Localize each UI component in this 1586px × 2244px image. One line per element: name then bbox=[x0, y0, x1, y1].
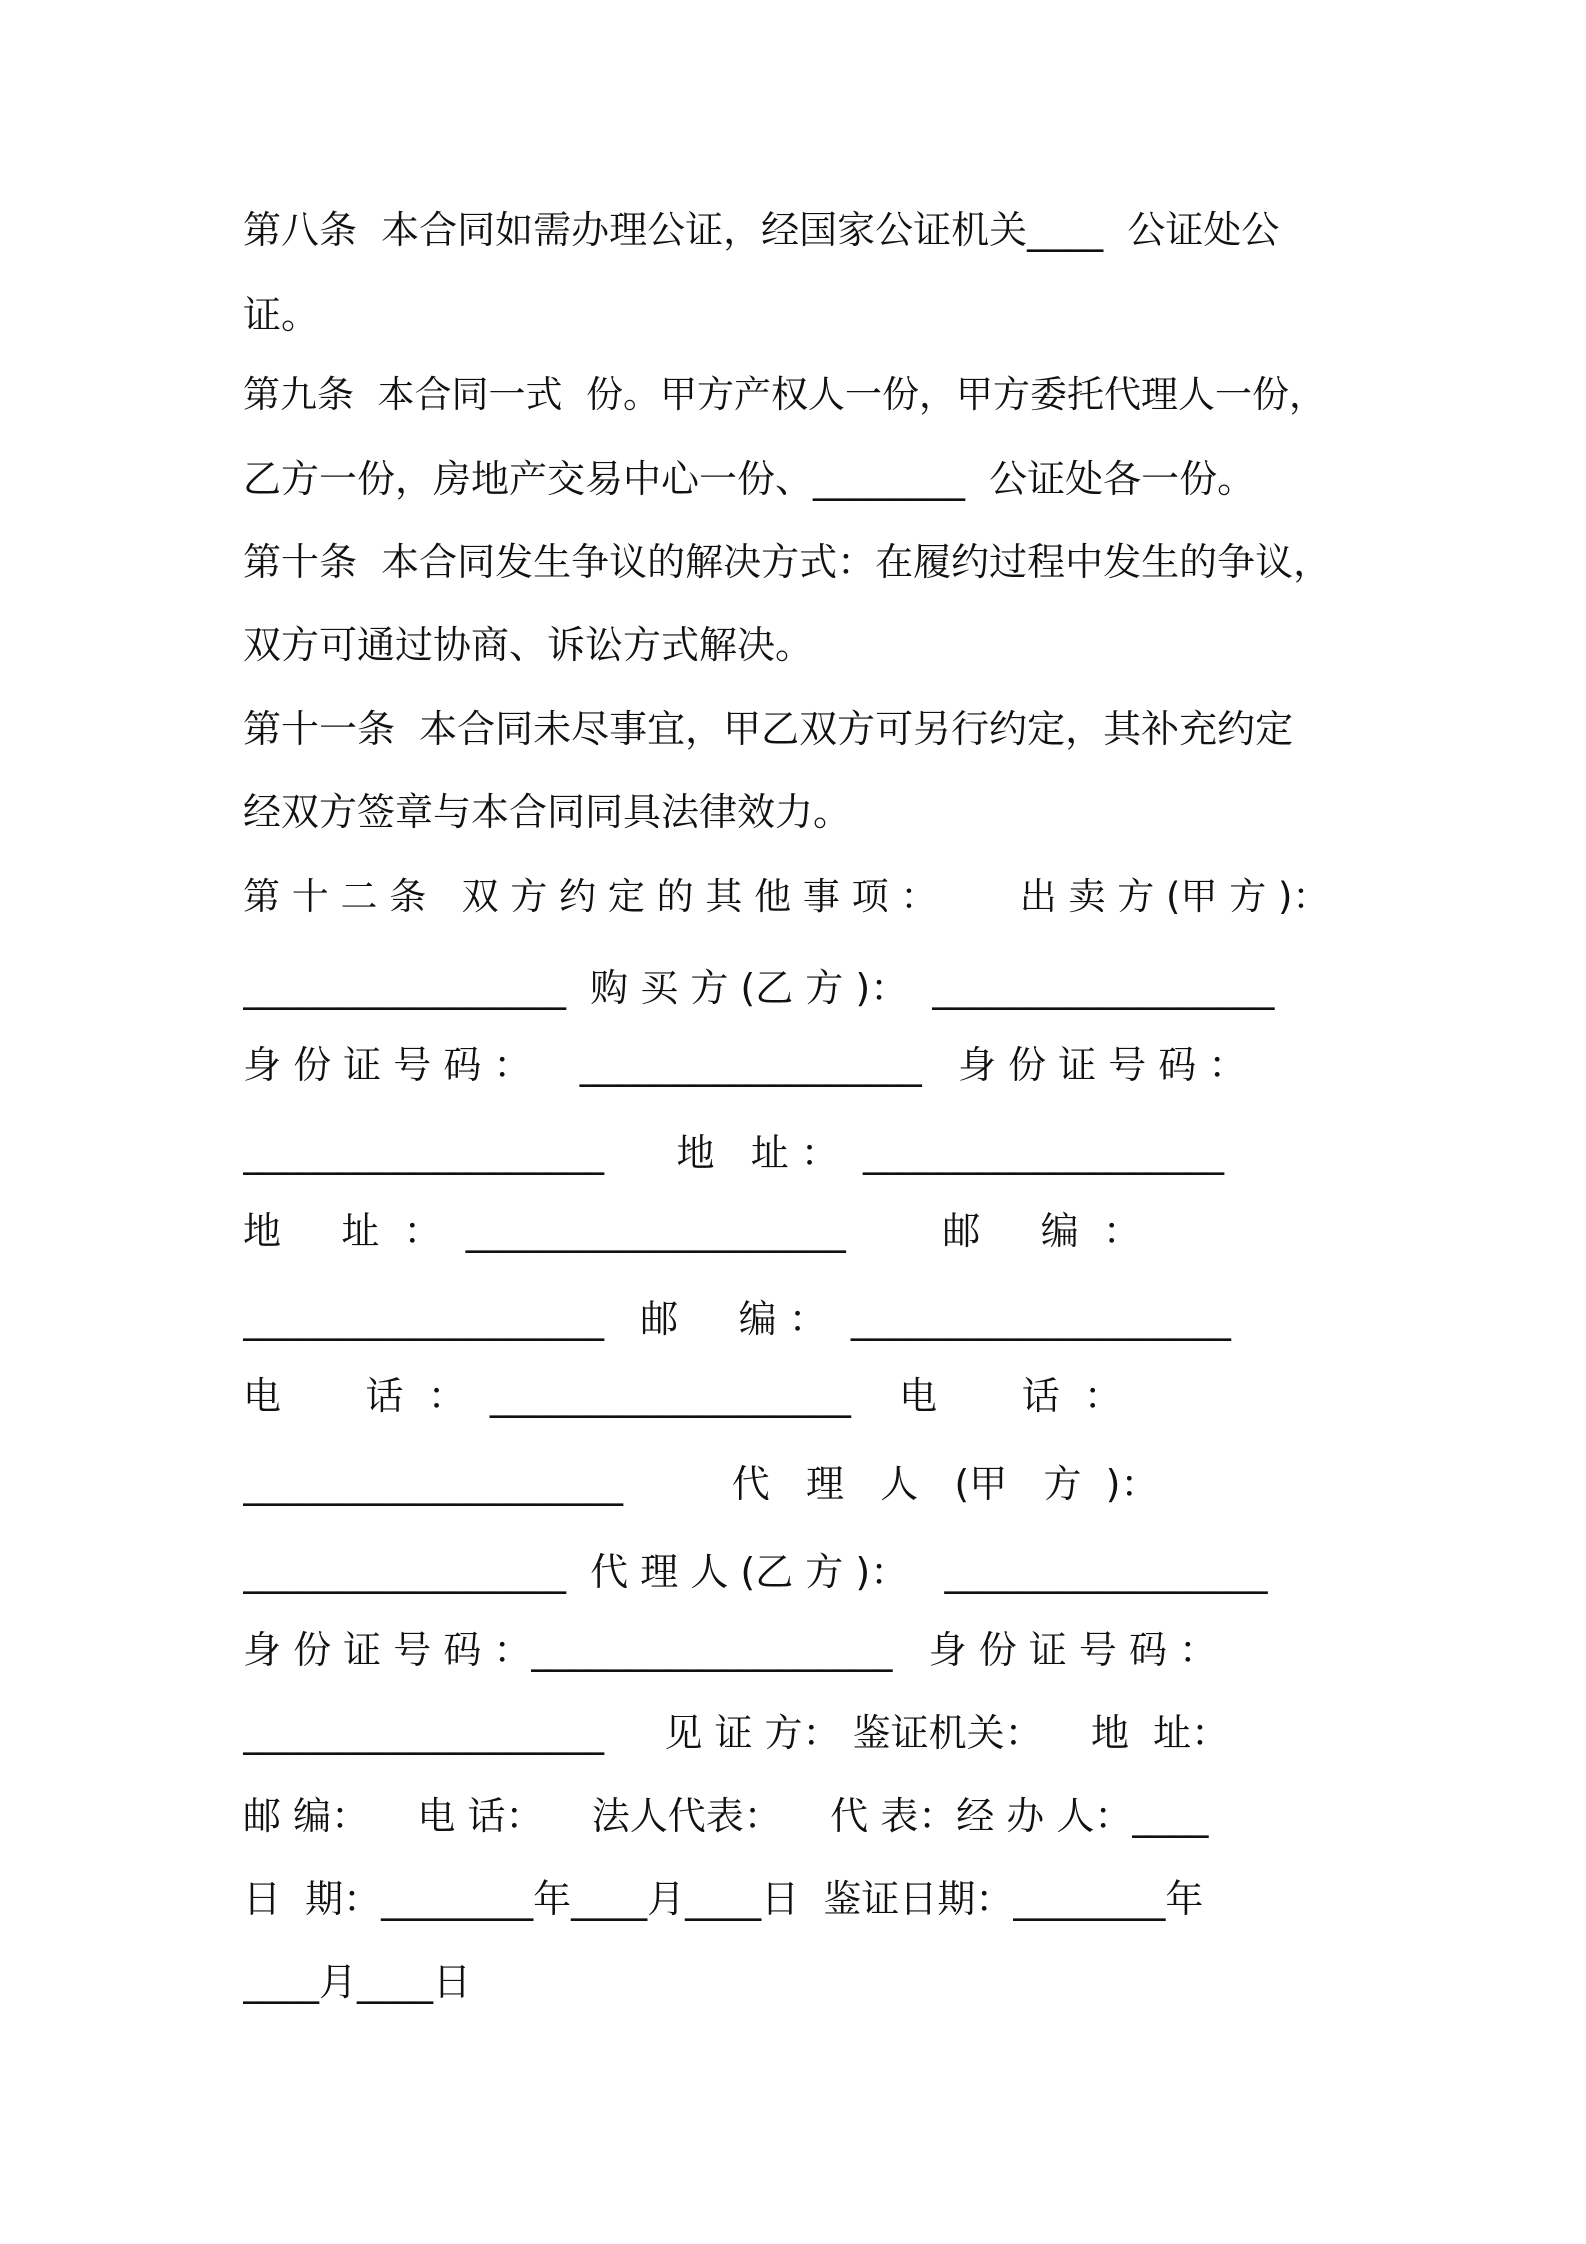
signature-line-11: 邮 编： 电 话： 法人代表： 代 表：经 办 人：____ bbox=[243, 1794, 1209, 1838]
signature-line-1: _________________ 购 买 方 (乙 方 )： __________________ bbox=[243, 966, 1275, 1010]
signature-line-7: ____________________ 代 理 人 (甲 方 )： bbox=[243, 1462, 1159, 1506]
article-11-line-2: 经双方签章与本合同同具法律效力。 bbox=[243, 790, 852, 834]
signature-line-10: ___________________ 见 证 方： 鉴证机关： 地 址： bbox=[243, 1711, 1230, 1755]
signature-line-13: ____月____日 bbox=[243, 1960, 472, 2004]
signature-line-8: _________________ 代 理 人 (乙 方 )： _________________ bbox=[243, 1550, 1268, 1594]
article-8-line-2: 证。 bbox=[243, 293, 320, 337]
article-9-line-1: 第九条 本合同一式 份。甲方产权人一份，甲方委托代理人一份， bbox=[243, 373, 1327, 416]
article-12-line-1: 第 十 二 条 双 方 约 定 的 其 他 事 项 ： 出 卖 方 (甲 方 )： bbox=[243, 875, 1330, 918]
signature-line-4: 地 址 ： ____________________ 邮 编 ： bbox=[243, 1209, 1141, 1253]
signature-line-3: ___________________ 地 址 ： ___________________ bbox=[243, 1131, 1224, 1175]
signature-line-5: ___________________ 邮 编 ： ____________________ bbox=[243, 1297, 1231, 1341]
signature-line-12: 日 期：________年____月____日 鉴证日期：________年 bbox=[243, 1877, 1204, 1921]
article-9-line-2: 乙方一份，房地产交易中心一份、________ 公证处各一份。 bbox=[243, 457, 1256, 501]
signature-line-6: 电 话 ： ___________________ 电 话 ： bbox=[243, 1374, 1122, 1418]
signature-line-9: 身 份 证 号 码 ：___________________ 身 份 证 号 码 ： bbox=[243, 1628, 1218, 1672]
article-11-line-1: 第十一条 本合同未尽事宜，甲乙双方可另行约定，其补充约定 bbox=[243, 707, 1294, 751]
article-10-line-1: 第十条 本合同发生争议的解决方式：在履约过程中发生的争议， bbox=[243, 540, 1332, 584]
article-10-line-2: 双方可通过协商、诉讼方式解决。 bbox=[243, 623, 814, 667]
article-8-line-1: 第八条 本合同如需办理公证，经国家公证机关____ 公证处公 bbox=[243, 208, 1280, 252]
signature-line-2: 身 份 证 号 码 ： __________________ 身 份 证 号 码 ： bbox=[243, 1043, 1247, 1087]
